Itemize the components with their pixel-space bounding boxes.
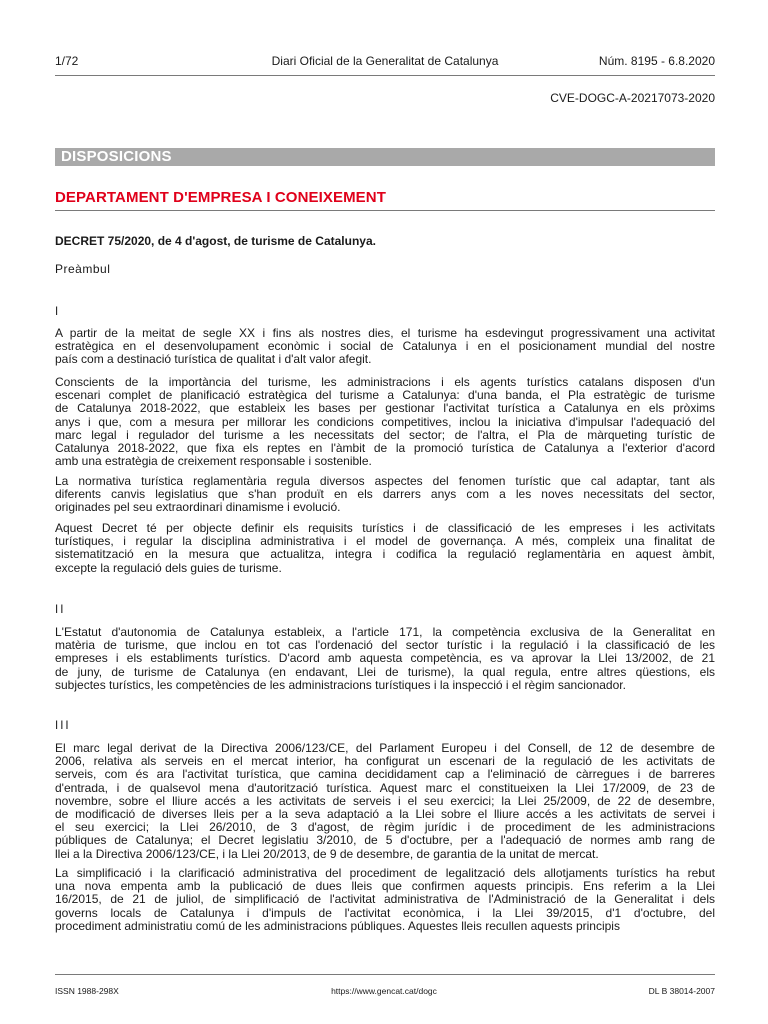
- paragraph-6: El marc legal derivat de la Directiva 2006/123/CE, del Parlament Europeu i del Consell, de 12 de desembre de 2006, relativa als serveis en el mercat interior, ha configurat un escenari de la regulació de les activitats de serveis, com és ara l'activitat turística, que camina decididament cap a l'eliminació de càrregues i de barreres d'entrada, i de qualsevol mena d'autorització turística. Aquest marc el constitueixen la Llei 17/2009, de 23 de novembre, sobre el lliure accés a les activitats de serveis i el seu exercici; la Llei 25/2009, de 22 de desembre, de modificació de diverses lleis per a la seva adaptació a la Llei sobre el lliure accés a les activitats de servei i el seu exercici; la Llei 26/2010, de 3 d'agost, de règim jurídic i de procediment de les administracions públiques de Catalunya; el Decret legislatiu 3/2010, de 5 d'octubre, per a l'adequació de normes amb rang de llei a la Directiva 2006/123/CE, i la Llei 20/2013, de 9 de desembre, de garantia de la unitat de mercat.: [55, 741, 715, 861]
- section-heading-1: I: [55, 306, 61, 318]
- cve-code: CVE-DOGC-A-20217073-2020: [550, 91, 715, 105]
- page-header: [55, 54, 715, 70]
- paragraph-2: Conscients de la importància del turisme, les administracions i els agents turístics catalans disposen d'un escenari complet de planificació estratègica del turisme a Catalunya: d'una banda, el Pla estratègic de turisme de Catalunya 2018-2022, que estableix les bases per gestionar l'activitat turística a Catalunya en els pròxims anys i que, com a mesura per millorar les condicions competitives, inclou la iniciativa d'impulsar l'adequació del marc legal i regulador del turisme a les necessitats del sector; de l'altra, el Pla de màrqueting turístic de Catalunya 2018-2022, que fixa els reptes en l'àmbit de la promoció turística de Catalunya a l'exterior d'acord amb una estratègia de creixement responsable i sostenible.: [55, 375, 715, 469]
- section-heading-3: III: [55, 720, 71, 732]
- paragraph-4: Aquest Decret té per objecte definir els requisits turístics i de classificació de les empreses i les activitats turístiques, i regular la disciplina administrativa i el model de governança. A més, compleix una finalitat de sistematització en la mesura que actualitza, integra i codifica la regulació reglamentària en aquest àmbit, excepte la regulació dels guies de turisme.: [55, 521, 715, 575]
- paragraph-7: La simplificació i la clarificació administrativa del procediment de legalització dels allotjaments turístics ha rebut una nova empenta amb la publicació de dues lleis que confirmen aquests principis. Ens referim a la Llei 16/2015, de 21 de juliol, de simplificació de l'activitat administrativa de l'Administració de la Generalitat i dels governs locals de Catalunya i d'impuls de l'activitat econòmica, i la Llei 39/2015, d'1 d'octubre, del procediment administratiu comú de les administracions públiques. Aquestes lleis recullen aquests principis: [55, 866, 715, 933]
- footer-rule: [55, 974, 715, 975]
- decree-title: DECRET 75/2020, de 4 d'agost, de turisme de Catalunya.: [55, 234, 376, 248]
- issue-number: Núm. 8195 - 6.8.2020: [598, 54, 715, 68]
- department-rule: [55, 210, 715, 211]
- journal-title: Diari Oficial de la Generalitat de Catalunya: [271, 54, 499, 68]
- paragraph-3: La normativa turística reglamentària regula diversos aspectes del fenomen turístic que cal adaptar, tant als diferents canvis legislatius que s'han produït en els darrers anys com a les noves necessitats del sector, originades pel seu extraordinari dinamisme i evolució.: [55, 474, 715, 515]
- paragraph-1: A partir de la meitat de segle XX i fins als nostres dies, el turisme ha esdevingut progressivament una activitat estratègica en el desenvolupament econòmic i social de Catalunya i en el posicionament mundial del nostre país com a destinació turística de qualitat i d'alt valor afegit.: [55, 326, 715, 367]
- section-band: DISPOSICIONS: [55, 148, 715, 166]
- paragraph-5: L'Estatut d'autonomia de Catalunya estableix, a l'article 171, la competència exclusiva de la Generalitat en matèria de turisme, que inclou en tot cas l'ordenació del sector turístic i la regulació i la classificació de les empreses i els establiments turístics. D'acord amb aquesta competència, es va aprovar la Llei 13/2002, de 21 de juny, de turisme de Catalunya (en endavant, Llei de turisme), la qual regula, entre altres qüestions, els subjectes turístics, les competències de les administracions turístiques i la inspecció i el règim sancionador.: [55, 625, 715, 692]
- section-heading-2: II: [55, 604, 66, 616]
- footer-issn: ISSN 1988-298X: [55, 986, 119, 996]
- header-rule: [55, 75, 715, 76]
- department-heading: DEPARTAMENT D'EMPRESA I CONEIXEMENT: [55, 189, 386, 206]
- preamble-label: Preàmbul: [55, 262, 111, 276]
- page-number: 1/72: [55, 54, 79, 68]
- footer-legal-deposit: DL B 38014-2007: [648, 986, 715, 996]
- footer-url[interactable]: https://www.gencat.cat/dogc: [331, 986, 437, 996]
